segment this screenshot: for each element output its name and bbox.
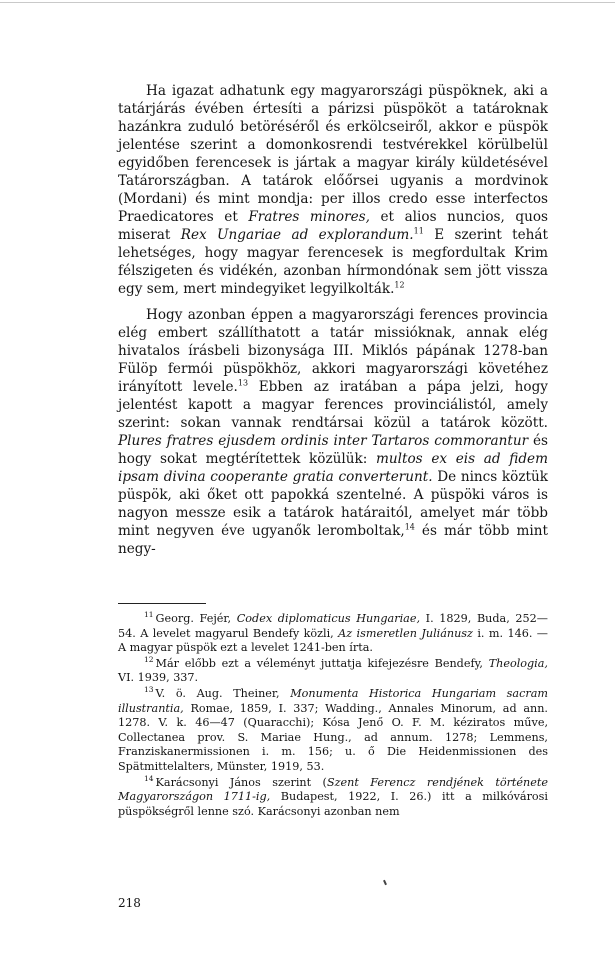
italic-run: Fratres minores,: [248, 209, 370, 225]
text-run: Georg. Fejér,: [155, 612, 237, 625]
text-run: Budapest, 1922, I. 26.) itt a milkóvárosi püspökségről lenne szó. Karácsonyi azonban nem: [118, 790, 548, 818]
italic-run: Plures fratres ejusdem ordinis inter Tartaros commorantur: [118, 433, 529, 449]
text-run: Romae, 1859, I. 337; Wadding., Annales Minorum, ad ann. 1278. V. k. 46—47 (Quaracchi); Kósa Jenő O. F. M. kéziratos műve, Collectanea prov. S. Mariae Hung., ad annum. 1278; Lemmens, Franziskanermissionen i. m. 156; u. ő Die Heidenmissionen des Spätmittelalters, Münster, 1919, 53.: [118, 701, 548, 773]
top-edge-rule: [0, 2, 615, 3]
footnote-number: 14: [144, 773, 154, 783]
text-run: Ebben az iratában a pápa jelzi, hogy jelentést kapott a magyar ferences provinciálistól, amely szerint: sokan vannak rendtársai közül a tatárok között.: [118, 379, 548, 431]
footnote-ref-14[interactable]: 14: [404, 522, 415, 532]
italic-run: multos ex eis ad fidem ipsam divina cooperante gratia converterunt.: [118, 451, 548, 485]
text-run: V. ö. Aug. Theiner,: [155, 686, 291, 700]
italic-run: Monumenta Historica Hungariam sacram illustrantia,: [118, 686, 548, 715]
text-run: De nincs köztük püspök, aki őket ott papokká szentelné. A püspöki város is nagyon messze esik a tatárok határaitól, amelyet már több mint negyven éve ugyanők leromboltak,: [118, 469, 548, 539]
footnote-11: [118, 612, 548, 656]
text-run: és már több mint negy-: [118, 523, 548, 557]
footnote-ref-11[interactable]: 11: [413, 226, 424, 236]
text-run: et alios nuncios, quos miserat: [118, 209, 548, 243]
footnote-number: 11: [144, 610, 154, 620]
footnote-ref-12[interactable]: 12: [394, 280, 405, 290]
italic-run: Theologia,: [488, 656, 548, 670]
text-run: VI. 1939, 337.: [118, 671, 199, 685]
italic-run: Szent Ferencz rendjének története Magyarországon 1711-ig,: [118, 775, 548, 804]
text-run: Ha igazat adhatunk egy magyarországi püspöknek, aki a tatárjárás évében értesíti a párizsi püspököt a tatároknak hazánkra zuduló betöréséről és erkölcseiről, akkor e püspök jelentése szerint a domonkosrendi testvérekkel körülbelül egyidőben ferencesek is jártak a magyar király küldetésével Tatárországban. A tatárok előőrsei ugyanis a mordvinok (Mordani) és mint mondja: per illos credo esse interfectos Praedicatores et: [118, 83, 548, 225]
paragraph-2: [118, 306, 548, 558]
text-run: E szerint tehát lehetséges, hogy magyar ferencesek is megfordultak Krim félszigeten és vidékén, azonban hírmondónak sem jött vissza egy sem, mert mindegyiket legyilkolták.: [118, 227, 548, 297]
footnote-separator: [118, 603, 206, 604]
footnote-13: [118, 687, 548, 775]
text-run: és hogy sokat megtérítettek közülük:: [118, 433, 549, 467]
text-run: Karácsonyi János szerint (: [155, 775, 327, 789]
italic-run: Codex diplomaticus Hungariae,: [236, 612, 420, 625]
text-run: I. 1829, Buda, 252—54. A levelet magyarul Bendefy közli,: [118, 612, 548, 640]
italic-run: Rex Ungariae ad explorandum.: [180, 227, 414, 243]
page-number: 218: [118, 896, 141, 910]
body-text: [118, 82, 548, 558]
text-run: i. m. 146. — A magyar püspök ezt a levelet 1241-ben írta.: [118, 626, 548, 655]
paragraph-1: [118, 82, 548, 298]
text-run: Hogy azonban éppen a magyarországi ferences provincia elég embert szállíthatott a tatár missióknak, annak elég hivatalos írásbeli bizonysága III. Miklós pápának 1278-ban Fülöp fermói püspökhöz, akkori magyarországi követéhez irányított levele.: [118, 307, 548, 395]
ink-mark: [383, 880, 387, 885]
footnote-14: [118, 773, 548, 820]
footnote-12: [118, 657, 548, 686]
footnote-number: 13: [144, 685, 154, 695]
italic-run: Az ismeretlen Juliánusz: [338, 626, 473, 640]
footnotes: [118, 612, 548, 819]
text-run: Már előbb ezt a véleményt juttatja kifejezésre Bendefy,: [155, 656, 489, 670]
footnote-number: 12: [144, 655, 154, 665]
footnote-ref-13[interactable]: 13: [237, 378, 249, 388]
